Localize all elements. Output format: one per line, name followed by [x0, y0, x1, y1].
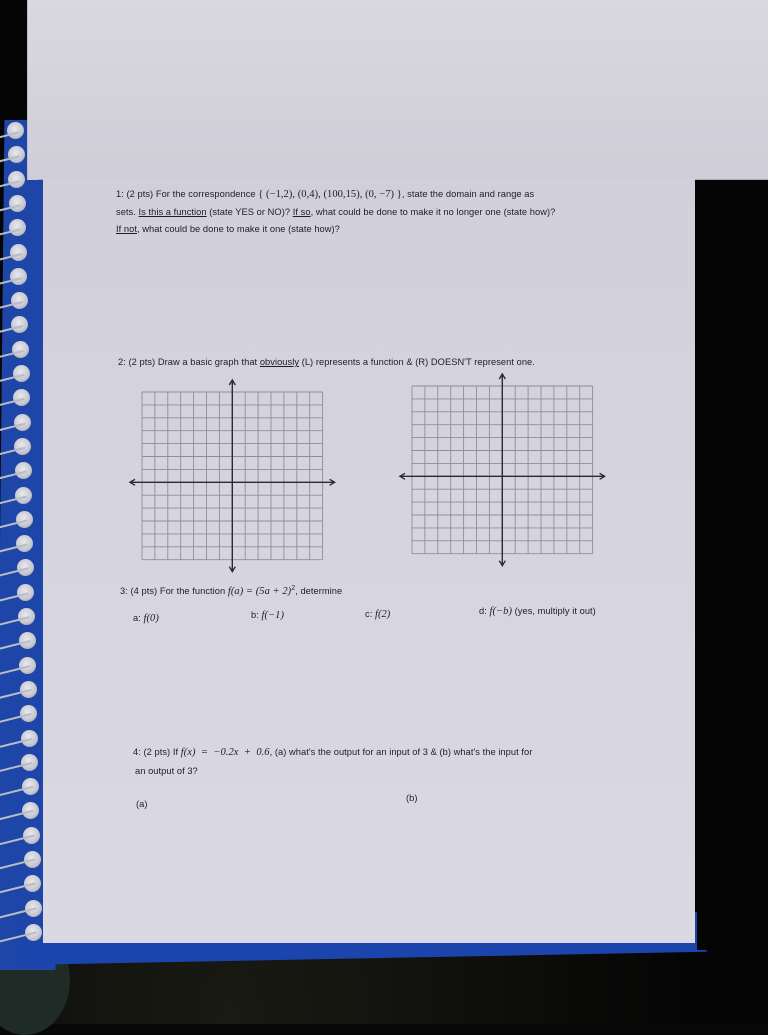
- right-coordinate-grid[interactable]: [398, 372, 607, 568]
- underlined-text: If not: [116, 224, 137, 234]
- question-4-line-2: [135, 763, 198, 780]
- part-expression: f(−1): [261, 610, 284, 621]
- part-note: (yes, multiply it out): [514, 606, 596, 616]
- part-label: a:: [133, 613, 141, 623]
- exponent: 2: [291, 585, 296, 592]
- spiral-hole: [10, 268, 27, 285]
- y-axis: [499, 374, 505, 566]
- question-text: , what could be done to make it no longer one (state how)?: [310, 207, 556, 217]
- underlined-text: obviously: [259, 357, 300, 367]
- question-1-line-3: [116, 221, 340, 238]
- spiral-hole: [7, 122, 24, 139]
- question-3-part-b: [251, 607, 284, 624]
- part-label: d:: [479, 606, 487, 616]
- question-text: (L) represents a function & (R) DOESN'T represent one.: [301, 357, 535, 367]
- question-text: For the function: [159, 586, 226, 597]
- part-expression: f(2): [374, 609, 391, 620]
- correspondence-set: { (−1,2), (0,4), (100,15), (0, −7) }: [258, 189, 402, 200]
- dark-background-right: [697, 180, 768, 950]
- folded-top-sheet: [27, 0, 768, 180]
- spiral-hole: [10, 244, 27, 261]
- spiral-hole: [8, 171, 25, 188]
- question-1-line-1: [116, 186, 534, 203]
- question-4-line-1: [133, 744, 532, 761]
- underlined-text: If so: [292, 207, 311, 217]
- question-text: sets.: [116, 207, 136, 217]
- part-expression: f(0): [143, 613, 159, 624]
- question-number: 2:: [118, 357, 126, 367]
- question-1-line-2: [116, 204, 555, 221]
- spiral-hole: [9, 195, 26, 212]
- part-label: b:: [251, 610, 259, 620]
- spiral-hole: [12, 341, 29, 358]
- question-number: 4:: [133, 747, 141, 757]
- left-coordinate-grid[interactable]: [128, 378, 337, 574]
- question-3-line-1: [120, 580, 342, 600]
- question-3-part-d: [479, 603, 596, 620]
- question-points: (4 pts): [130, 586, 158, 597]
- question-3-part-c: [365, 606, 390, 623]
- question-text: , state the domain and range as: [401, 189, 535, 199]
- question-points: (2 pts): [143, 747, 171, 757]
- question-text: If: [172, 747, 179, 757]
- question-points: (2 pts): [126, 189, 154, 199]
- function-definition: f(a) = (5a + 2): [227, 586, 292, 598]
- question-3-part-a: [133, 610, 159, 627]
- question-text: (state YES or NO)?: [209, 207, 291, 217]
- part-expression: f(−b): [489, 606, 512, 617]
- spiral-hole: [8, 146, 25, 163]
- underlined-text: Is this a function: [138, 207, 207, 217]
- part-label: c:: [365, 609, 373, 619]
- y-axis: [229, 380, 235, 572]
- question-text: , (a) what's the output for an input of 3 & (b) what's the input for: [269, 747, 533, 757]
- question-text: an output of 3?: [135, 766, 198, 776]
- part-label: (a): [136, 799, 148, 809]
- function-definition: f(x) = −0.2x + 0.6: [180, 747, 270, 758]
- question-text: , determine: [295, 586, 343, 597]
- question-4-part-b: [406, 790, 418, 807]
- question-2-line-1: [118, 354, 535, 371]
- question-text: , what could be done to make it one (state how)?: [136, 224, 340, 234]
- question-number: 3:: [120, 586, 128, 597]
- question-4-part-a: [136, 796, 148, 813]
- question-text: For the correspondence: [155, 189, 256, 199]
- question-text: Draw a basic graph that: [157, 357, 258, 367]
- question-points: (2 pts): [128, 357, 156, 367]
- part-label: (b): [406, 793, 418, 803]
- spiral-hole: [14, 414, 31, 431]
- question-number: 1:: [116, 189, 124, 199]
